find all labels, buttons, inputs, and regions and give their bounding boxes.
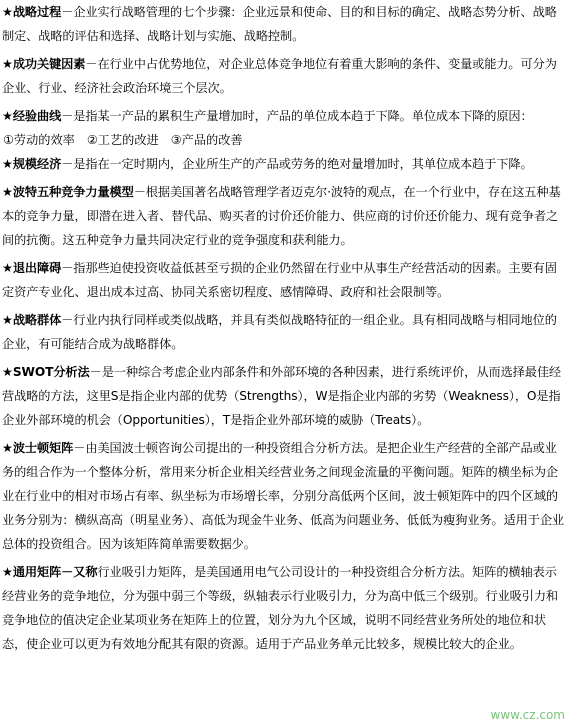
entry-ge-matrix [0,560,571,656]
term-definition: 是指某一产品的累积生产量增加时，产品的单位成本趋于下降。单位成本下降的原因： [73,109,533,123]
term-label: ★波特五种竞争力量模型 [2,185,134,199]
entry-strategic-groups: ★战略群体－行业内执行同样或类似战略，并具有类似战略特征的一组企业。具有相同战略与相同地位的企业，有可能结合成为战略群体。 [2,313,557,351]
term-definition: 指那些迫使投资收益低甚至亏损的企业仍然留在行业中从事生产经营活动的因素。主要有固定资产专业化、退出成本过高、协同关系密切程度、感情障碍、政府和社会限制等。 [2,261,557,299]
term-definition: 行业内执行同样或类似战略，并具有类似战略特征的一组企业。具有相同战略与相同地位的企业，有可能结合成为战略群体。 [2,313,557,351]
term-label: ★成功关键因素 [2,57,86,71]
term-label: ★经验曲线 [2,109,62,123]
entry-bcg-matrix: ★波士顿矩阵－由美国波士顿咨询公司提出的一种投资组合分析方法。是把企业生产经营的全部产品或业务的组合作为一个整体分析，常用来分析企业相关经营业务之间现金流量的平衡问题。矩阵的横坐标为企业在行业中的相对市场占有率、纵坐标为市场增长率，分别分高低两个区间，波士顿矩阵中的四个区域的业务分别为：横纵高高（明星业务）、高低为现金牛业务、低高为问题业务、低低为瘦狗业务。适用于企业总体的投资组合。因为该矩阵简单需要数据少。 [2,441,565,551]
term-definition: 是一种综合考虑企业内部条件和外部环境的各种因素，进行系统评价，从而选择最佳经营战略的方法，这里S是指企业内部的优势（Strengths），W是指企业内部的劣势（Weakness），O是指企业外部环境的机会（Opportunities），T是指企业外部环境的威胁（Treats）。 [2,365,562,427]
reason-item: ③产品的改善 [170,133,243,147]
entry-economies-of-scale: ★规模经济－是指在一定时期内，企业所生产的产品或劳务的绝对量增加时，其单位成本趋于下降。 [2,157,533,171]
term-label: ★SWOT分析法 [2,365,90,379]
entry-key-success-factors: ★成功关键因素－在行业中占优势地位，对企业总体竞争地位有着重大影响的条件、变量或能力。可分为企业、行业、经济社会政治环境三个层次。 [2,57,557,95]
term-label: ★通用矩阵－又称 [2,565,98,579]
entry-swot: ★SWOT分析法－是一种综合考虑企业内部条件和外部环境的各种因素，进行系统评价，从而选择最佳经营战略的方法，这里S是指企业内部的优势（Strengths），W是指企业内部的劣势（Weakness），O是指企业外部环境的机会（Opportunities），T是指企业外部环境的威胁（Treats）。 [2,365,562,427]
term-definition: 是指在一定时期内，企业所生产的产品或劳务的绝对量增加时，其单位成本趋于下降。 [73,157,533,171]
term-label: ★战略过程 [2,5,62,19]
reason-item: ①劳动的效率 [3,133,75,147]
entry-exit-barriers: ★退出障碍－指那些迫使投资收益低甚至亏损的企业仍然留在行业中从事生产经营活动的因素。主要有固定资产专业化、退出成本过高、协同关系密切程度、感情障碍、政府和社会限制等。 [2,261,557,299]
term-label: ★波士顿矩阵 [2,441,74,455]
term-definition: 由美国波士顿咨询公司提出的一种投资组合分析方法。是把企业生产经营的全部产品或业务的组合作为一个整体分析，常用来分析企业相关经营业务之间现金流量的平衡问题。矩阵的横坐标为企业在行业中的相对市场占有率、纵坐标为市场增长率，分别分高低两个区间，波士顿矩阵中的四个区域的业务分别为：横纵高高（明星业务）、高低为现金牛业务、低高为问题业务、低低为瘦狗业务。适用于企业总体的投资组合。因为该矩阵简单需要数据少。 [2,441,565,551]
entry-strategy-process: ★战略过程－企业实行战略管理的七个步骤：企业远景和使命、目的和目标的确定、战略态势分析、战略制定、战略的评估和选择、战略计划与实施、战略控制。 [2,5,557,43]
term-label: ★规模经济 [2,157,62,171]
entry-porter-five-forces: ★波特五种竞争力量模型－根据美国著名战略管理学者迈克尔·波特的观点，在一个行业中，存在这五种基本的竞争力量，即潜在进入者、替代品、购买者的讨价还价能力、供应商的讨价还价能力、现有竞争者之间的抗衡。这五种竞争力量共同决定行业的竞争强度和获利能力。 [2,185,561,247]
term-label: ★战略群体 [2,313,62,327]
term-definition: 企业实行战略管理的七个步骤：企业远景和使命、目的和目标的确定、战略态势分析、战略制定、战略的评估和选择、战略计划与实施、战略控制。 [2,5,557,43]
reason-item: ②工艺的改进 [86,133,159,147]
term-definition: 行业吸引力矩阵，是美国通用电气公司设计的一种投资组合分析方法。矩阵的横轴表示经营业务的竞争地位，分为强中弱三个等级，纵轴表示行业吸引力，分为高中低三个级别。行业吸引力和竞争地位的值决定企业某项业务在矩阵上的位置，划分为九个区域，说明不同经营业务所处的地位和状态，使企业可以更为有效地分配其有限的资源。适用于产品业务单元比较多，规模比较大的企业。 [2,565,559,651]
experience-reasons-list [0,128,571,152]
watermark: www.cz.com [490,708,565,722]
term-definition: 在行业中占优势地位，对企业总体竞争地位有着重大影响的条件、变量或能力。可分为企业、行业、经济社会政治环境三个层次。 [2,57,557,95]
entry-experience-curve: ★经验曲线－是指某一产品的累积生产量增加时，产品的单位成本趋于下降。单位成本下降的原因： [2,109,533,123]
term-definition: 根据美国著名战略管理学者迈克尔·波特的观点，在一个行业中，存在这五种基本的竞争力量，即潜在进入者、替代品、购买者的讨价还价能力、供应商的讨价还价能力、现有竞争者之间的抗衡。这五种竞争力量共同决定行业的竞争强度和获利能力。 [2,185,561,247]
term-label: ★退出障碍 [2,261,62,275]
